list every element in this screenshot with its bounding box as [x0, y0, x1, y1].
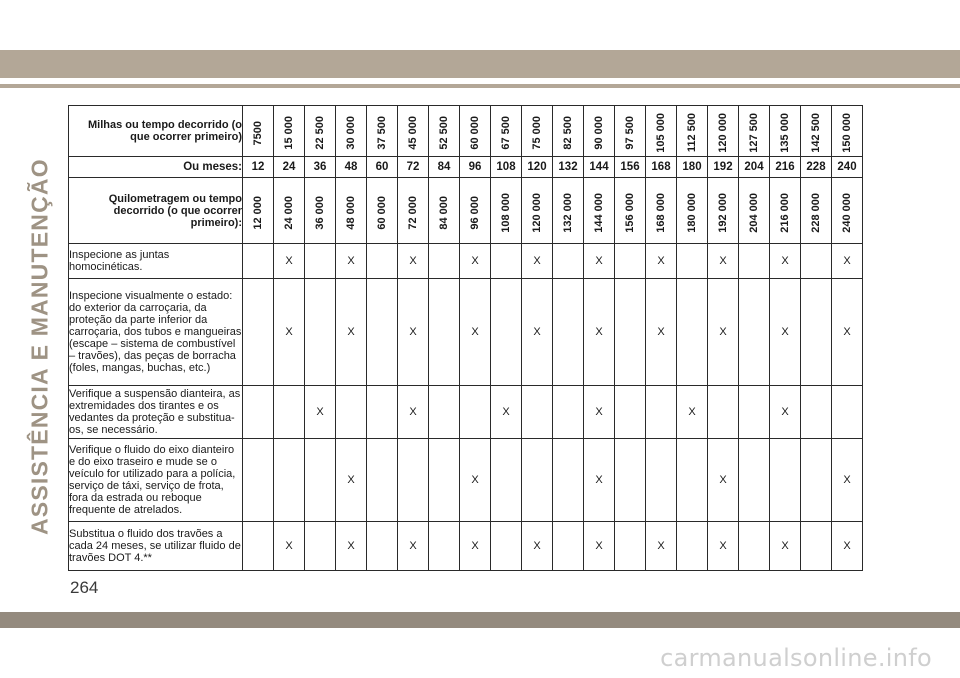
months-value: 48	[336, 157, 367, 178]
header-miles-cell	[615, 106, 646, 157]
service-mark: X	[336, 244, 367, 279]
empty-cell	[429, 386, 460, 439]
service-mark: X	[398, 279, 429, 386]
header-km-cell	[491, 178, 522, 244]
header-miles-cell	[646, 106, 677, 157]
empty-cell	[615, 244, 646, 279]
empty-cell	[739, 439, 770, 522]
km-value: 228 000	[810, 192, 822, 233]
header-km-cell	[367, 178, 398, 244]
header-row-miles	[69, 106, 863, 157]
header-km-cell	[336, 178, 367, 244]
miles-value: 60 000	[469, 116, 481, 150]
page-number: 264	[70, 578, 99, 597]
empty-cell	[305, 244, 336, 279]
km-value: 96 000	[469, 195, 481, 230]
empty-cell	[615, 386, 646, 439]
months-value: 204	[739, 157, 770, 178]
row-label: Inspecione as juntas homocinéticas.	[69, 244, 243, 279]
miles-value: 135 000	[779, 113, 791, 153]
months-value: 132	[553, 157, 584, 178]
service-mark: X	[832, 439, 863, 522]
empty-cell	[367, 439, 398, 522]
empty-cell	[305, 522, 336, 571]
empty-cell	[491, 244, 522, 279]
header-miles-cell	[584, 106, 615, 157]
service-mark: X	[274, 279, 305, 386]
miles-value: 37 500	[376, 116, 388, 150]
km-value: 60 000	[376, 195, 388, 230]
miles-value: 67 500	[500, 116, 512, 150]
header-km-cell	[708, 178, 739, 244]
header-km-cell	[739, 178, 770, 244]
row-label: Verifique o fluido do eixo dianteiro e do eixo traseiro e mude se o veículo for utilizado para a polícia, serviço de táxi, serviço de frota, fora da estrada ou reboque frequente de atrelados.	[69, 439, 243, 522]
miles-value: 15 000	[283, 116, 295, 150]
service-mark: X	[305, 386, 336, 439]
empty-cell	[429, 522, 460, 571]
service-mark: X	[336, 279, 367, 386]
km-value: 120 000	[531, 192, 543, 233]
empty-cell	[243, 244, 274, 279]
watermark: carmanualsonline.info	[660, 644, 932, 672]
empty-cell	[801, 279, 832, 386]
empty-cell	[336, 386, 367, 439]
km-value: 180 000	[686, 192, 698, 233]
service-mark: X	[584, 279, 615, 386]
row-label: Verifique a suspensão dianteira, as extremidades dos tirantes e os vedantes da proteção e substitua-os, se necessário.	[69, 386, 243, 439]
months-value: 72	[398, 157, 429, 178]
empty-cell	[646, 439, 677, 522]
empty-cell	[832, 386, 863, 439]
service-mark: X	[460, 522, 491, 571]
service-mark: X	[770, 386, 801, 439]
empty-cell	[243, 439, 274, 522]
bottom-decor-band	[0, 612, 960, 628]
km-value: 168 000	[655, 192, 667, 233]
empty-cell	[491, 522, 522, 571]
miles-value: 52 500	[438, 116, 450, 150]
header-miles-cell	[770, 106, 801, 157]
empty-cell	[739, 279, 770, 386]
miles-value: 75 000	[531, 116, 543, 150]
service-mark: X	[398, 522, 429, 571]
header-miles-cell	[336, 106, 367, 157]
empty-cell	[770, 439, 801, 522]
header-miles-cell	[305, 106, 336, 157]
miles-value: 127 500	[748, 113, 760, 153]
empty-cell	[305, 279, 336, 386]
header-miles-cell	[398, 106, 429, 157]
header-km-cell	[274, 178, 305, 244]
months-value: 192	[708, 157, 739, 178]
header-km-cell	[398, 178, 429, 244]
header-miles-cell	[460, 106, 491, 157]
service-mark: X	[460, 244, 491, 279]
miles-value: 90 000	[593, 116, 605, 150]
service-mark: X	[522, 244, 553, 279]
header-km-cell	[677, 178, 708, 244]
header-km-cell	[429, 178, 460, 244]
empty-cell	[553, 279, 584, 386]
empty-cell	[739, 386, 770, 439]
service-mark: X	[584, 439, 615, 522]
empty-cell	[553, 522, 584, 571]
miles-value: 105 000	[655, 113, 667, 153]
months-value: 12	[243, 157, 274, 178]
service-mark: X	[584, 522, 615, 571]
empty-cell	[708, 386, 739, 439]
table-row	[69, 386, 863, 439]
km-value: 132 000	[562, 192, 574, 233]
miles-value: 142 500	[810, 113, 822, 153]
empty-cell	[677, 279, 708, 386]
empty-cell	[429, 439, 460, 522]
empty-cell	[243, 279, 274, 386]
header-miles-cell	[832, 106, 863, 157]
empty-cell	[615, 522, 646, 571]
header-miles-cell	[801, 106, 832, 157]
section-side-title: ASSISTÊNCIA E MANUTENÇÃO	[26, 158, 53, 535]
service-mark: X	[584, 386, 615, 439]
empty-cell	[553, 386, 584, 439]
months-value: 24	[274, 157, 305, 178]
empty-cell	[274, 439, 305, 522]
header-miles-cell	[491, 106, 522, 157]
header-miles-cell	[553, 106, 584, 157]
empty-cell	[398, 439, 429, 522]
service-mark: X	[832, 244, 863, 279]
months-value: 120	[522, 157, 553, 178]
miles-value: 112 500	[686, 113, 698, 153]
miles-value: 22 500	[314, 116, 326, 150]
empty-cell	[677, 244, 708, 279]
months-value: 168	[646, 157, 677, 178]
months-value: 84	[429, 157, 460, 178]
months-value: 96	[460, 157, 491, 178]
empty-cell	[801, 522, 832, 571]
service-mark: X	[336, 522, 367, 571]
km-value: 192 000	[717, 192, 729, 233]
table-row	[69, 439, 863, 522]
km-value: 12 000	[252, 195, 264, 230]
header-km-cell	[615, 178, 646, 244]
months-value: 36	[305, 157, 336, 178]
empty-cell	[801, 244, 832, 279]
empty-cell	[615, 279, 646, 386]
service-mark: X	[491, 386, 522, 439]
service-mark: X	[274, 244, 305, 279]
header-km-label: Quilometragem ou tempo decorrido (o que ocorrer primeiro):	[69, 178, 243, 244]
months-value: 180	[677, 157, 708, 178]
km-value: 72 000	[407, 195, 419, 230]
months-value: 228	[801, 157, 832, 178]
service-mark: X	[522, 279, 553, 386]
header-miles-cell	[367, 106, 398, 157]
service-mark: X	[398, 244, 429, 279]
header-miles-cell	[243, 106, 274, 157]
miles-value: 45 000	[407, 116, 419, 150]
header-km-cell	[832, 178, 863, 244]
service-mark: X	[522, 522, 553, 571]
table-row	[69, 244, 863, 279]
months-value: 156	[615, 157, 646, 178]
header-km-cell	[522, 178, 553, 244]
header-km-cell	[801, 178, 832, 244]
empty-cell	[367, 279, 398, 386]
empty-cell	[460, 386, 491, 439]
empty-cell	[243, 522, 274, 571]
service-mark: X	[832, 279, 863, 386]
empty-cell	[739, 244, 770, 279]
header-miles-cell	[274, 106, 305, 157]
km-value: 24 000	[283, 195, 295, 230]
service-mark: X	[708, 244, 739, 279]
service-mark: X	[460, 279, 491, 386]
service-mark: X	[398, 386, 429, 439]
header-row-months	[69, 157, 863, 178]
service-mark: X	[646, 279, 677, 386]
service-mark: X	[708, 439, 739, 522]
top-decor-line	[0, 84, 960, 88]
service-mark: X	[646, 244, 677, 279]
service-mark: X	[770, 279, 801, 386]
service-mark: X	[832, 522, 863, 571]
header-miles-label: Milhas ou tempo decorrido (o que ocorrer primeiro)	[69, 106, 243, 157]
table-row	[69, 279, 863, 386]
row-label: Substitua o fluido dos travões a cada 24 meses, se utilizar fluido de travões DOT 4.**	[69, 522, 243, 571]
header-km-cell	[584, 178, 615, 244]
service-mark: X	[677, 386, 708, 439]
miles-value: 97 500	[624, 116, 636, 150]
empty-cell	[305, 439, 336, 522]
empty-cell	[522, 439, 553, 522]
empty-cell	[491, 439, 522, 522]
empty-cell	[553, 244, 584, 279]
empty-cell	[522, 386, 553, 439]
header-km-cell	[243, 178, 274, 244]
empty-cell	[615, 439, 646, 522]
empty-cell	[491, 279, 522, 386]
header-km-cell	[553, 178, 584, 244]
header-km-cell	[646, 178, 677, 244]
km-value: 144 000	[593, 192, 605, 233]
header-miles-cell	[522, 106, 553, 157]
service-mark: X	[584, 244, 615, 279]
km-value: 204 000	[748, 192, 760, 233]
months-value: 216	[770, 157, 801, 178]
service-mark: X	[646, 522, 677, 571]
months-value: 108	[491, 157, 522, 178]
service-mark: X	[770, 244, 801, 279]
empty-cell	[801, 439, 832, 522]
empty-cell	[677, 522, 708, 571]
miles-value: 82 500	[562, 116, 574, 150]
miles-value: 120 000	[717, 113, 729, 153]
header-km-cell	[305, 178, 336, 244]
km-value: 48 000	[345, 195, 357, 230]
row-label: Inspecione visualmente o estado: do exterior da carroçaria, da proteção da parte inferior da carroçaria, dos tubos e mangueiras (escape – sistema de combustível – travões), das peças de borracha (foles, mangas, buchas, etc.)	[69, 279, 243, 386]
empty-cell	[429, 279, 460, 386]
empty-cell	[739, 522, 770, 571]
empty-cell	[429, 244, 460, 279]
header-miles-cell	[708, 106, 739, 157]
service-mark: X	[770, 522, 801, 571]
empty-cell	[801, 386, 832, 439]
miles-value: 30 000	[345, 116, 357, 150]
service-mark: X	[708, 522, 739, 571]
header-miles-cell	[739, 106, 770, 157]
service-mark: X	[708, 279, 739, 386]
empty-cell	[553, 439, 584, 522]
km-value: 240 000	[841, 192, 853, 233]
maintenance-schedule-table	[68, 105, 863, 571]
km-value: 156 000	[624, 192, 636, 233]
service-mark: X	[274, 522, 305, 571]
header-months-label: Ou meses:	[69, 157, 243, 178]
header-km-cell	[770, 178, 801, 244]
empty-cell	[677, 439, 708, 522]
header-km-cell	[460, 178, 491, 244]
service-mark: X	[460, 439, 491, 522]
km-value: 36 000	[314, 195, 326, 230]
header-miles-cell	[677, 106, 708, 157]
miles-value: 7500	[252, 120, 264, 146]
empty-cell	[646, 386, 677, 439]
empty-cell	[367, 386, 398, 439]
km-value: 84 000	[438, 195, 450, 230]
header-miles-cell	[429, 106, 460, 157]
months-value: 240	[832, 157, 863, 178]
miles-value: 150 000	[841, 113, 853, 153]
months-value: 144	[584, 157, 615, 178]
header-row-km	[69, 178, 863, 244]
km-value: 108 000	[500, 192, 512, 233]
empty-cell	[367, 244, 398, 279]
table-row	[69, 522, 863, 571]
top-decor-band	[0, 50, 960, 78]
months-value: 60	[367, 157, 398, 178]
service-mark: X	[336, 439, 367, 522]
empty-cell	[367, 522, 398, 571]
km-value: 216 000	[779, 192, 791, 233]
empty-cell	[274, 386, 305, 439]
empty-cell	[243, 386, 274, 439]
